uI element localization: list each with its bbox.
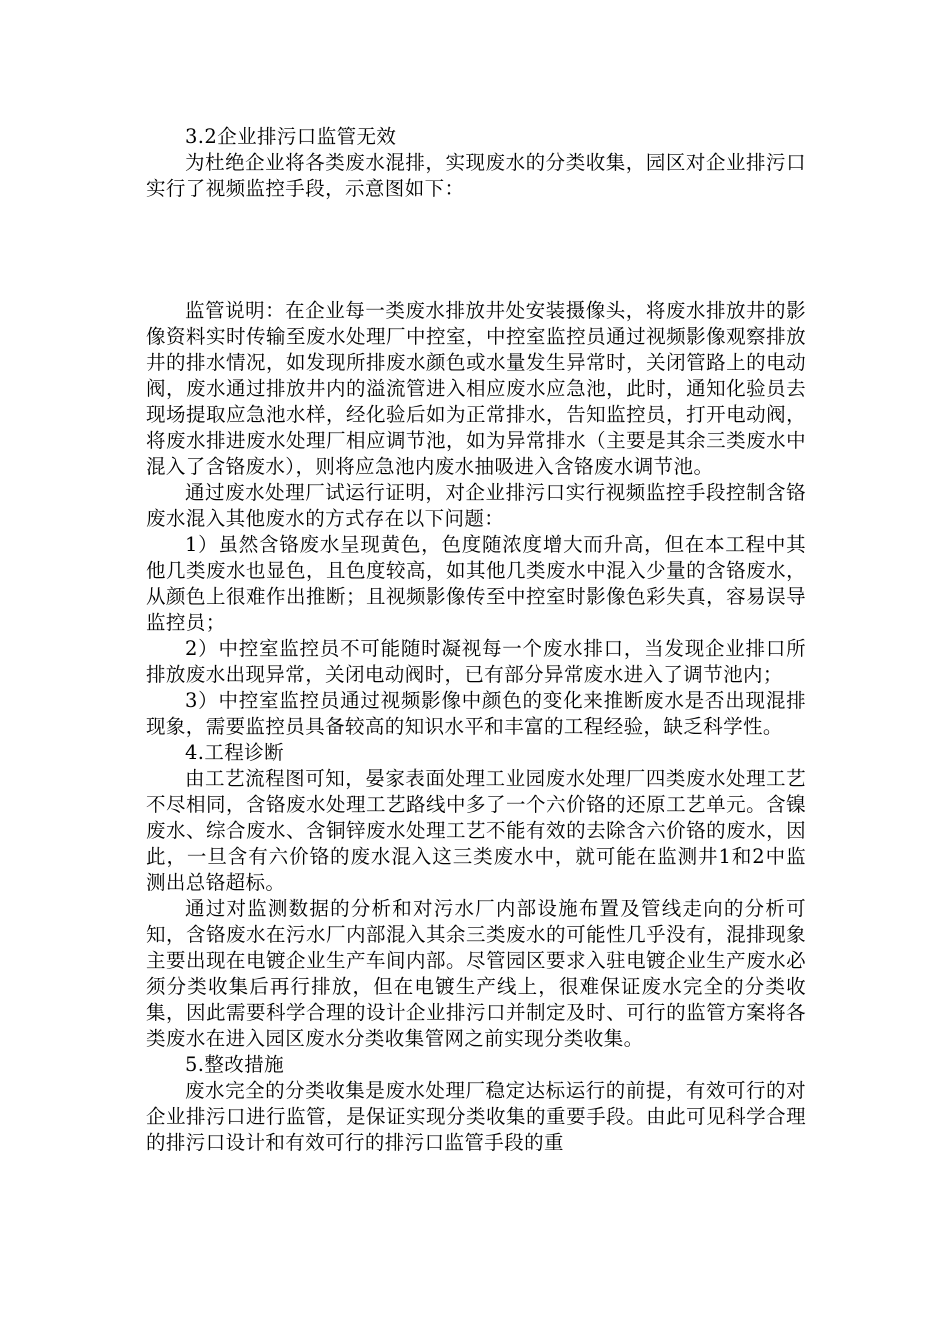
problem-3: 3）中控室监控员通过视频影像中颜色的变化来推断废水是否出现混排现象，需要监控员具备较高的知识水平和丰富的工程经验，缺乏科学性。 [146,689,806,738]
supervision-description: 监管说明：在企业每一类废水排放井处安装摄像头，将废水排放井的影像资料实时传输至废水处理厂中控室，中控室监控员通过视频影像观察排放井的排水情况，如发现所排废水颜色或水量发生异常时，关闭管路上的电动阀，废水通过排放井内的溢流管进入相应废水应急池，此时，通知化验员去现场提取应急池水样，经化验后如为正常排水，告知监控员，打开电动阀，将废水排进废水处理厂相应调节池，如为异常排水（主要是其余三类废水中混入了含铬废水），则将应急池内废水抽吸进入含铬废水调节池。 [146,299,806,478]
section-5-heading: 5.整改措施 [185,1053,285,1076]
figure-placeholder [146,206,806,292]
problem-2: 2）中控室监控员不可能随时凝视每一个废水排口，当发现企业排口所排放废水出现异常，关闭电动阀时，已有部分异常废水进入了调节池内； [146,637,806,686]
problem-1: 1）虽然含铬废水呈现黄色，色度随浓度增大而升高，但在本工程中其他几类废水也显色，且色度较高，如其他几类废水中混入少量的含铬废水，从颜色上很难作出推断；且视频影像传至中控室时影像色彩失真，容易误导监控员； [146,533,806,634]
section-3-2 [146,124,806,202]
section-4-para-2: 通过对监测数据的分析和对污水厂内部设施布置及管线走向的分析可知，含铬废水在污水厂内部混入其余三类废水的可能性几乎没有，混排现象主要出现在电镀企业生产车间内部。尽管园区要求入驻电镀企业生产废水必须分类收集后再行排放，但在电镀生产线上，很难保证废水完全的分类收集，因此需要科学合理的设计企业排污口并制定及时、可行的监管方案将各类废水在进入园区废水分类收集管网之前实现分类收集。 [146,897,806,1050]
section-3-2-intro: 为杜绝企业将各类废水混排，实现废水的分类收集，园区对企业排污口实行了视频监控手段，示意图如下： [146,151,806,200]
section-5-para-1: 废水完全的分类收集是废水处理厂稳定达标运行的前提，有效可行的对企业排污口进行监管，是保证实现分类收集的重要手段。由此可见科学合理的排污口设计和有效可行的排污口监管手段的重 [146,1079,806,1154]
main-text [146,298,806,1156]
section-3-2-heading: 3.2企业排污口监管无效 [185,125,397,148]
problems-intro: 通过废水处理厂试运行证明，对企业排污口实行视频监控手段控制含铬废水混入其他废水的方式存在以下问题： [146,481,806,530]
section-4-heading: 4.工程诊断 [185,741,285,764]
section-4-para-1: 由工艺流程图可知，晏家表面处理工业园废水处理厂四类废水处理工艺不尽相同，含铬废水处理工艺路线中多了一个六价铬的还原工艺单元。含镍废水、综合废水、含铜锌废水处理工艺不能有效的去除含六价铬的废水，因此，一旦含有六价铬的废水混入这三类废水中，就可能在监测井1和2中监测出总铬超标。 [146,767,806,894]
